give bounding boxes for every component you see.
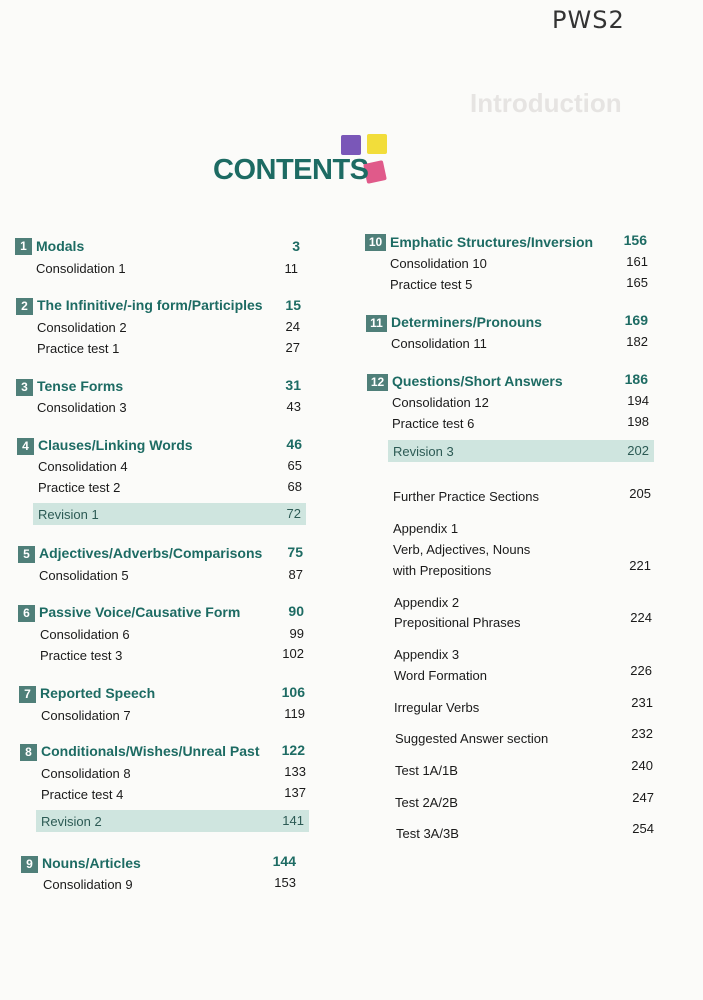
revision-band: [388, 440, 654, 462]
unit-title: Modals: [36, 238, 85, 254]
revision-page: 72: [286, 506, 301, 521]
subsection-page: 65: [287, 458, 302, 473]
unit-number-badge: 12: [367, 374, 388, 391]
subsection-label: Consolidation 10: [390, 256, 487, 271]
unit-title: Nouns/Articles: [42, 855, 141, 871]
subsection-page: 11: [284, 261, 298, 276]
subsection-label: Consolidation 5: [39, 568, 129, 583]
revision-band: [36, 810, 309, 832]
unit-page: 122: [281, 742, 305, 758]
test-3-label: Test 3A/3B: [396, 826, 459, 841]
unit-page: 186: [624, 371, 648, 387]
subsection-page: 87: [288, 567, 303, 582]
unit-title: Conditionals/Wishes/Unreal Past: [41, 743, 260, 759]
subsection-page: 102: [282, 646, 304, 661]
subsection-page: 165: [626, 275, 648, 290]
unit-page: 3: [292, 238, 300, 254]
unit-page: 144: [272, 853, 296, 869]
subsection-page: 198: [627, 414, 649, 429]
revision-page: 202: [627, 443, 649, 458]
subsection-label: Practice test 3: [40, 648, 123, 663]
subsection-page: 133: [284, 764, 306, 779]
suggested-answer-page: 232: [631, 726, 653, 741]
unit-number-badge: 1: [15, 238, 32, 255]
revision-label: Revision 3: [393, 444, 454, 459]
subsection-label: Consolidation 3: [37, 400, 127, 415]
subsection-page: 194: [627, 393, 649, 408]
suggested-answer-label: Suggested Answer section: [395, 731, 549, 746]
unit-page: 31: [285, 377, 301, 393]
subsection-page: 99: [289, 626, 304, 641]
purple-square-decoration: [341, 135, 361, 155]
revision-label: Revision 2: [41, 814, 102, 829]
subsection-label: Practice test 1: [37, 341, 120, 356]
test-1-page: 240: [631, 758, 653, 773]
subsection-page: 137: [284, 785, 306, 800]
revision-band: [33, 503, 306, 525]
revision-page: 141: [282, 813, 304, 828]
unit-number-badge: 6: [18, 605, 35, 622]
unit-page: 106: [281, 684, 305, 700]
subsection-label: Consolidation 2: [37, 320, 127, 335]
unit-title: Reported Speech: [40, 685, 156, 701]
show-through-text: Introduction: [470, 88, 622, 118]
subsection-page: 161: [626, 254, 648, 269]
subsection-label: Practice test 4: [41, 787, 124, 802]
unit-number-badge: 10: [365, 234, 386, 251]
unit-number-badge: 8: [20, 744, 37, 761]
unit-title: Tense Forms: [37, 378, 124, 394]
test-3-page: 254: [632, 821, 654, 836]
unit-page: 46: [286, 436, 302, 452]
unit-number-badge: 4: [17, 438, 34, 455]
appendix-1-line: Verb, Adjectives, Nouns: [393, 542, 531, 557]
appendix-1-heading: Appendix 1: [393, 521, 459, 536]
test-2-page: 247: [632, 790, 654, 805]
revision-label: Revision 1: [38, 507, 99, 522]
yellow-square-decoration: [367, 134, 387, 154]
unit-number-badge: 11: [366, 315, 387, 332]
handwritten-note: PWS2: [552, 6, 625, 34]
subsection-label: Consolidation 12: [392, 395, 489, 410]
subsection-page: 119: [284, 706, 305, 721]
appendix-1-line: with Prepositions: [393, 563, 492, 578]
subsection-label: Practice test 5: [390, 277, 473, 292]
subsection-page: 153: [274, 875, 296, 890]
unit-title: Questions/Short Answers: [392, 373, 563, 389]
unit-number-badge: 3: [16, 379, 33, 396]
page-title: CONTENTS: [213, 154, 369, 186]
irregular-verbs-label: Irregular Verbs: [394, 700, 480, 715]
subsection-page: 182: [626, 334, 648, 349]
appendix-3-page: 226: [630, 663, 652, 678]
unit-title: Adjectives/Adverbs/Comparisons: [39, 545, 263, 561]
subsection-label: Consolidation 6: [40, 627, 130, 642]
appendix-3-heading: Appendix 3: [394, 647, 460, 662]
subsection-label: Practice test 6: [392, 416, 475, 431]
subsection-page: 27: [285, 340, 300, 355]
appendix-2-line: Prepositional Phrases: [394, 615, 521, 630]
test-2-label: Test 2A/2B: [395, 795, 458, 810]
unit-title: Emphatic Structures/Inversion: [390, 234, 594, 250]
unit-page: 90: [288, 603, 304, 619]
unit-number-badge: 7: [19, 686, 36, 703]
subsection-page: 68: [287, 479, 302, 494]
subsection-label: Consolidation 7: [41, 708, 131, 723]
unit-page: 156: [623, 232, 647, 248]
subsection-page: 43: [286, 399, 301, 414]
unit-title: The Infinitive/-ing form/Participles: [37, 297, 263, 313]
unit-number-badge: 2: [16, 298, 33, 315]
further-practice-label: Further Practice Sections: [393, 489, 539, 504]
unit-page: 169: [624, 312, 648, 328]
unit-number-badge: 5: [18, 546, 35, 563]
subsection-label: Consolidation 4: [38, 459, 128, 474]
subsection-page: 24: [285, 319, 300, 334]
irregular-verbs-page: 231: [631, 695, 653, 710]
appendix-2-heading: Appendix 2: [394, 595, 460, 610]
appendix-3-line: Word Formation: [394, 668, 487, 683]
subsection-label: Consolidation 1: [36, 261, 126, 276]
further-practice-page: 205: [629, 486, 651, 501]
test-1-label: Test 1A/1B: [395, 763, 458, 778]
subsection-label: Consolidation 9: [43, 877, 133, 892]
subsection-label: Consolidation 8: [41, 766, 131, 781]
unit-title: Passive Voice/Causative Form: [39, 604, 241, 620]
subsection-label: Practice test 2: [38, 480, 121, 495]
unit-number-badge: 9: [21, 856, 38, 873]
unit-title: Clauses/Linking Words: [38, 437, 193, 453]
unit-page: 75: [287, 544, 303, 560]
unit-page: 15: [285, 297, 301, 313]
subsection-label: Consolidation 11: [391, 336, 487, 351]
appendix-2-page: 224: [630, 610, 652, 625]
unit-title: Determiners/Pronouns: [391, 314, 542, 330]
appendix-1-page: 221: [629, 558, 651, 573]
